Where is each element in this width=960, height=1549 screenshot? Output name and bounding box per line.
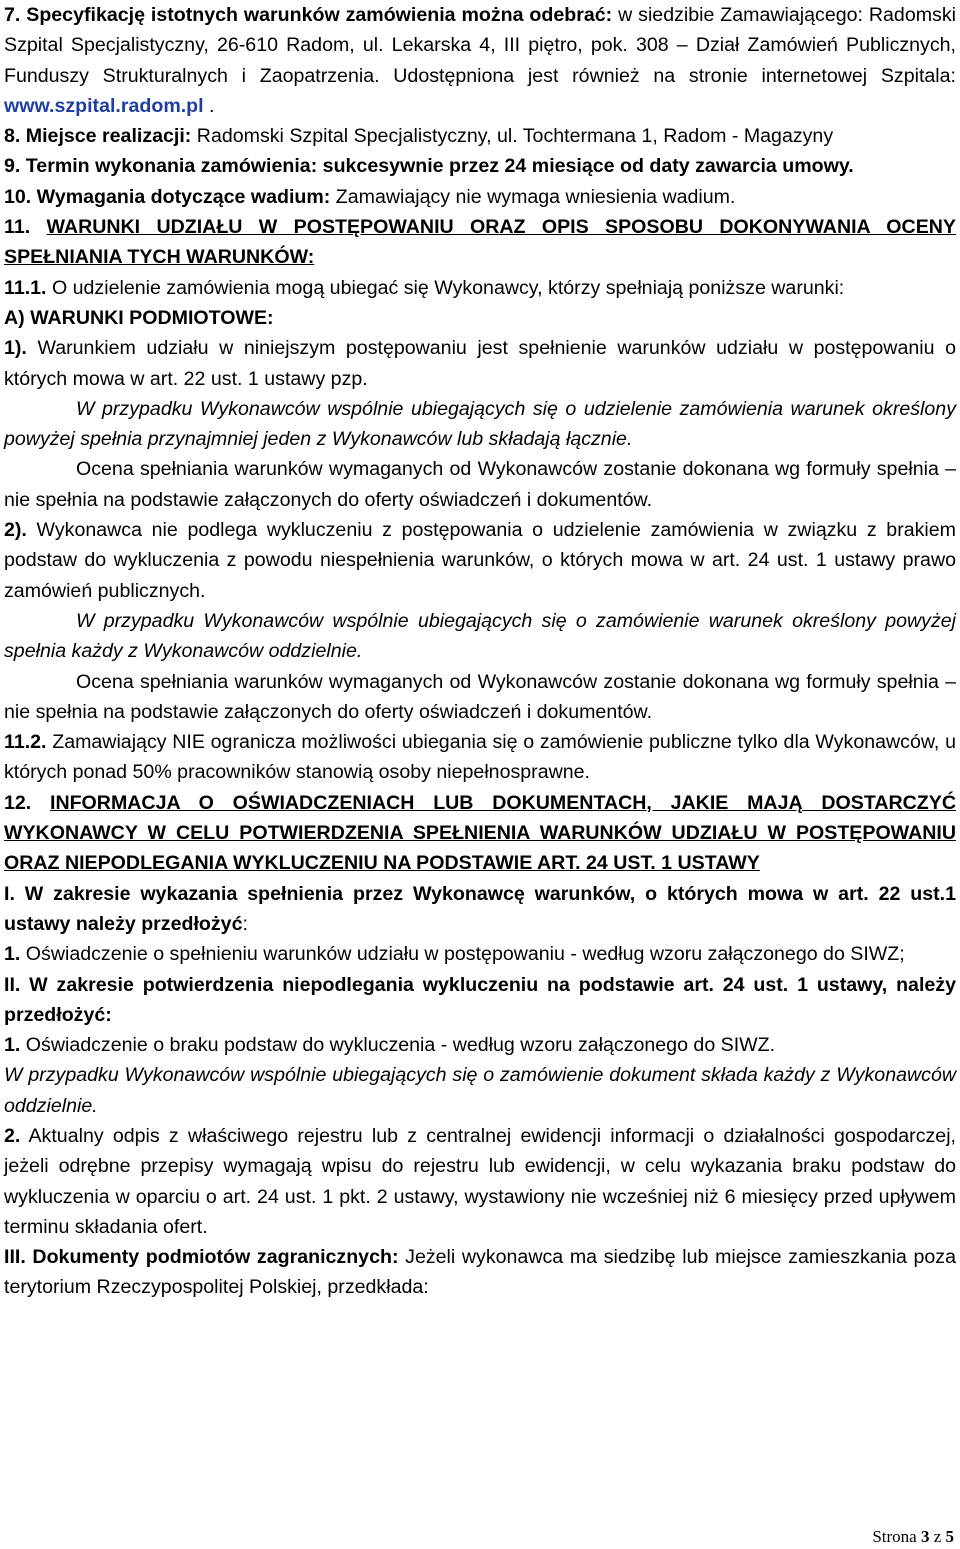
section-11-2-text: Zamawiający NIE ogranicza możliwości ubiegania się o zamówienie publiczne tylko dla Wykonawców, u których ponad 50% pracowników stanowią osoby niepełnosprawne. <box>4 731 956 784</box>
section-12 <box>4 788 956 879</box>
point-2-italic <box>4 606 956 667</box>
section-10 <box>4 182 956 212</box>
section-7-label: 7. Specyfikację istotnych warunków zamówienia można odebrać: <box>4 4 613 26</box>
point-1-ocena: Ocena spełniania warunków wymaganych od Wykonawców zostanie dokonana wg formuły spełnia – nie spełnia na podstawie załączonych do oferty oświadczeń i dokumentów. <box>4 458 956 511</box>
section-iii <box>4 1242 956 1303</box>
point-1-text: Warunkiem udziału w niniejszym postępowaniu jest spełnienie warunków udziału w postępowaniu o których mowa w art. 22 ust. 1 ustawy pzp. <box>4 337 956 390</box>
point-2-ocena: Ocena spełniania warunków wymaganych od Wykonawców zostanie dokonana wg formuły spełnia – nie spełnia na podstawie załączonych do oferty oświadczeń i dokumentów. <box>4 670 956 723</box>
point-2-num: 2). <box>4 519 27 542</box>
section-11-2 <box>4 727 956 788</box>
section-iii-text: Jeżeli wykonawca ma siedzibę lub miejsce zamieszkania poza terytorium Rzeczypospolitej Polskiej, przedkłada: <box>4 1246 956 1299</box>
section-ii-item-2-text: Aktualny odpis z właściwego rejestru lub z centralnej ewidencji informacji o działalności gospodarczej, jeżeli odrębne przepisy wymagają wpisu do rejestru lub ewidencji, w celu wykazania braku podstaw do wykluczenia w oparciu o art. 24 ust. 1 pkt. 2 ustawy, wystawiony nie wcześniej niż 6 miesięcy przed upływem terminu składania ofert. <box>4 1124 956 1238</box>
section-8-label: 8. Miejsce realizacji: <box>4 125 192 148</box>
section-8 <box>4 121 956 151</box>
section-9 <box>4 151 956 181</box>
section-8-text: Radomski Szpital Specjalistyczny, ul. Tochtermana 1, Radom - Magazyny <box>191 125 834 148</box>
section-ii-item-2 <box>4 1121 956 1242</box>
section-7 <box>4 0 956 121</box>
section-ii-italic <box>4 1060 956 1121</box>
point-1-italic <box>4 394 956 455</box>
section-11-num: 11. <box>4 216 47 239</box>
section-11 <box>4 212 956 273</box>
section-10-label: 10. Wymagania dotyczące wadium: <box>4 185 331 208</box>
section-11-heading: WARUNKI UDZIAŁU W POSTĘPOWANIU ORAZ OPIS SPOSOBU DOKONYWANIA OCENY SPEŁNIANIA TYCH WARUNKÓW: <box>4 216 956 269</box>
section-i <box>4 879 956 940</box>
section-10-text: Zamawiający nie wymaga wniesienia wadium. <box>330 185 736 208</box>
section-9-text: 9. Termin wykonania zamówienia: sukcesywnie przez 24 miesiące od daty zawarcia umowy. <box>4 155 854 178</box>
section-ii-item-2-num: 2. <box>4 1124 21 1147</box>
point-1-num: 1). <box>4 337 27 360</box>
point-2 <box>4 515 956 606</box>
section-i-heading: I. W zakresie wykazania spełnienia przez Wykonawcę warunków, o których mowa w art. 22 ust.1 ustawy należy przedłożyć <box>4 882 956 935</box>
point-1-italic-text: W przypadku Wykonawców wspólnie ubiegających się o udzielenie zamówienia warunek określony powyżej spełnia przynajmniej jeden z Wykonawców lub składają łącznie. <box>4 397 956 451</box>
section-ii-heading: II. W zakresie potwierdzenia niepodlegania wykluczeniu na podstawie art. 24 ust. 1 ustawy, należy przedłożyć: <box>4 973 956 1026</box>
section-ii <box>4 970 956 1031</box>
section-7-tail: . <box>203 94 215 117</box>
section-11-1 <box>4 273 956 303</box>
section-ii-italic-text: W przypadku Wykonawców wspólnie ubiegających się o zamówienie dokument składa każdy z Wykonawców oddzielnie. <box>4 1064 956 1117</box>
document-body <box>4 0 956 1303</box>
subheading-a-text: A) WARUNKI PODMIOTOWE: <box>4 306 274 329</box>
section-7-text: w siedzibie Zamawiającego: Radomski Szpital Specjalistyczny, 26-610 Radom, ul. Lekarska 4, III piętro, pok. 308 – Dział Zamówień Publicznych, Funduszy Strukturalnych i Zaopatrzenia. Udostępniona jest również na stronie internetowej Szpitala: <box>4 4 956 87</box>
subheading-a <box>4 303 956 333</box>
point-2-italic-text: W przypadku Wykonawców wspólnie ubiegających się o zamówienie warunek określony powyżej spełnia każdy z Wykonawców oddzielnie. <box>4 609 956 663</box>
point-1 <box>4 333 956 394</box>
section-ii-item-1-text: Oświadczenie o braku podstaw do wykluczenia - według wzoru załączonego do SIWZ. <box>20 1034 776 1057</box>
footer-total-pages: 5 <box>945 1527 954 1546</box>
section-iii-heading: III. Dokumenty podmiotów zagranicznych: <box>4 1246 399 1269</box>
section-i-item-1-text: Oświadczenie o spełnieniu warunków udziału w postępowaniu - według wzoru załączonego do SIWZ; <box>20 943 905 966</box>
section-i-item-1-num: 1. <box>4 943 21 966</box>
section-11-1-num: 11.1. <box>4 276 47 299</box>
section-11-1-text: O udzielenie zamówienia mogą ubiegać się Wykonawcy, którzy spełniają poniższe warunki: <box>46 276 845 299</box>
footer-label: Strona <box>872 1527 921 1546</box>
section-ii-item-1-num: 1. <box>4 1034 21 1057</box>
page-footer <box>872 1527 954 1547</box>
footer-current-page: 3 <box>920 1527 930 1546</box>
section-ii-item-1 <box>4 1030 956 1060</box>
section-12-num: 12. <box>4 791 50 814</box>
section-i-tail: : <box>242 912 248 935</box>
section-11-2-num: 11.2. <box>4 731 47 754</box>
section-12-heading: INFORMACJA O OŚWIADCZENIACH LUB DOKUMENTACH, JAKIE MAJĄ DOSTARCZYĆ WYKONAWCY W CELU POTWIERDZENIA SPEŁNIENIA WARUNKÓW UDZIAŁU W POSTĘPOWANIU ORAZ NIEPODLEGANIA WYKLUCZENIU NA PODSTAWIE ART. 24 UST. 1 USTAWY <box>4 791 956 875</box>
website-link[interactable]: www.szpital.radom.pl <box>4 94 204 117</box>
point-2-text: Wykonawca nie podlega wykluczeniu z postępowania o udzielenie zamówienia w związku z brakiem podstaw do wykluczenia z powodu niespełnienia warunków, o których mowa w art. 24 ust. 1 ustawy prawo zamówień publicznych. <box>4 519 956 602</box>
footer-separator: z <box>929 1527 946 1546</box>
section-i-item-1 <box>4 939 956 969</box>
